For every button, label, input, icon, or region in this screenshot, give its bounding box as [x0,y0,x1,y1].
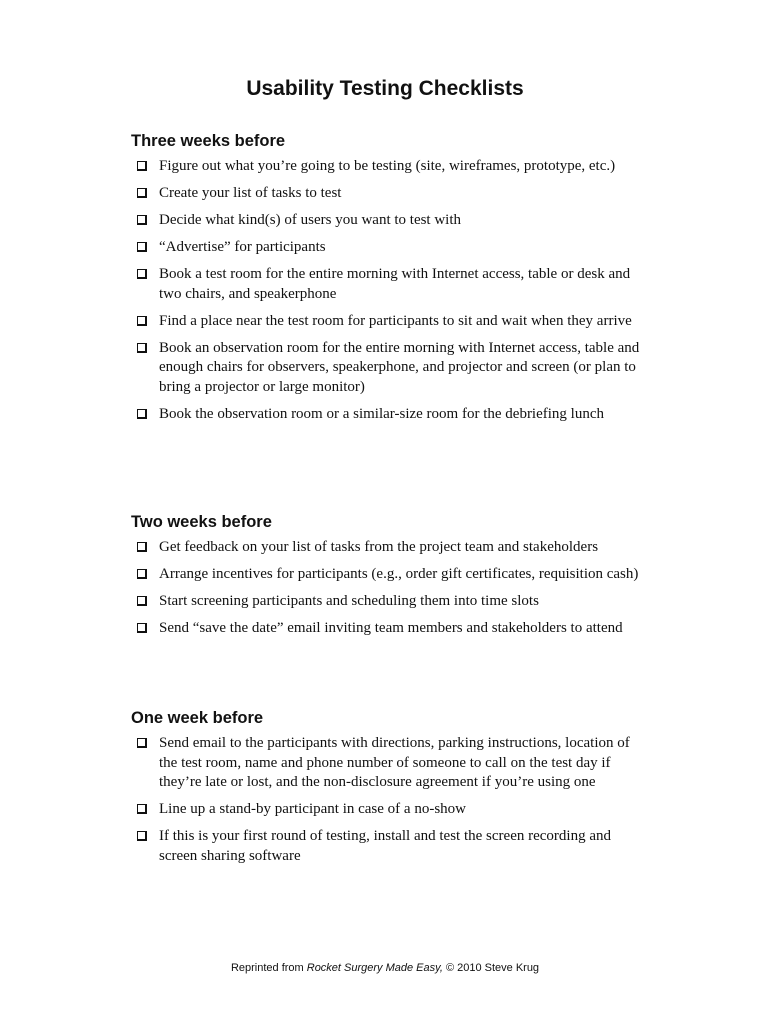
checklist [131,734,651,866]
checklist-item [131,238,651,258]
checklist-item [131,265,651,304]
section-one-week-before [131,707,651,874]
checklist-item-text: Send “save the date” email inviting team members and stakeholders to attend [159,620,623,636]
section-heading: One week before [131,709,264,727]
checklist-item-text: Decide what kind(s) of users you want to test with [159,212,462,228]
checkbox-icon[interactable] [137,409,147,419]
checklist-item [131,734,651,793]
checkbox-icon[interactable] [137,738,147,748]
checklist-item [131,405,651,425]
section-heading: Two weeks before [131,513,272,531]
checkbox-icon[interactable] [137,542,147,552]
checklist-item-text: Find a place near the test room for participants to sit and wait when they arrive [159,312,632,329]
checklist-item-text: If this is your first round of testing, install and test the screen recording and screen sharing software [159,828,611,864]
footer-book-title: Rocket Surgery Made Easy, [306,962,443,974]
checklist-item [131,211,651,231]
checklist-item-text: Get feedback on your list of tasks from the project team and stakeholders [159,539,599,555]
checkbox-icon[interactable] [137,269,147,279]
checklist-item [131,827,651,866]
checklist-item [131,157,651,177]
checklist-item [131,538,651,558]
checklist-item [131,592,651,612]
checklist-item [131,619,651,639]
checkbox-icon[interactable] [137,804,147,814]
checkbox-icon[interactable] [137,623,147,633]
checklist-item [131,800,651,820]
checklist-item-text: Send email to the participants with directions, parking instructions, location of the test room, name and phone number of someone to call on the test day if they’re late or lost, and the non-disclosure agreement if you’re using one [159,735,630,790]
checkbox-icon[interactable] [137,215,147,225]
page-title: Usability Testing Checklists [246,77,524,100]
checklist-item-text: Create your list of tasks to test [159,185,342,201]
checklist [131,157,651,424]
section-three-weeks-before [131,130,651,432]
checkbox-icon[interactable] [137,316,147,326]
checklist-item [131,184,651,204]
checklist-item [131,565,651,585]
section-heading: Three weeks before [131,132,286,150]
section-two-weeks-before [131,511,651,646]
checkbox-icon[interactable] [137,343,147,353]
checkbox-icon[interactable] [137,831,147,841]
footer-prefix: Reprinted from [230,962,307,974]
checklist-item-text: “Advertise” for participants [159,239,326,255]
checkbox-icon[interactable] [137,161,147,171]
checklist-item-text: Line up a stand-by participant in case of a no-show [159,801,466,817]
checklist-item-text: Arrange incentives for participants (e.g., order gift certificates, requisition cash) [159,566,639,582]
checklist-item-text: Book a test room for the entire morning with Internet access, table or desk and two chairs, and speakerphone [159,266,631,302]
checklist-item-text: Book an observation room for the entire morning with Internet access, table and enough chairs for observers, speakerphone, and projector and screen (or plan to bring a projector or large monitor) [159,339,640,395]
footer-suffix: © 2010 Steve Krug [442,962,540,974]
checklist-item-text: Figure out what you’re going to be testing (site, wireframes, prototype, etc.) [159,158,616,174]
checklist [131,538,651,639]
checkbox-icon[interactable] [137,188,147,198]
checklist-item-text: Start screening participants and scheduling them into time slots [159,593,539,609]
checkbox-icon[interactable] [137,242,147,252]
checkbox-icon[interactable] [137,569,147,579]
checkbox-icon[interactable] [137,596,147,606]
checklist-item [131,312,651,332]
checklist-item-text: Book the observation room or a similar-size room for the debriefing lunch [159,405,604,422]
checklist-item [131,339,651,398]
footer-credit [0,960,770,976]
